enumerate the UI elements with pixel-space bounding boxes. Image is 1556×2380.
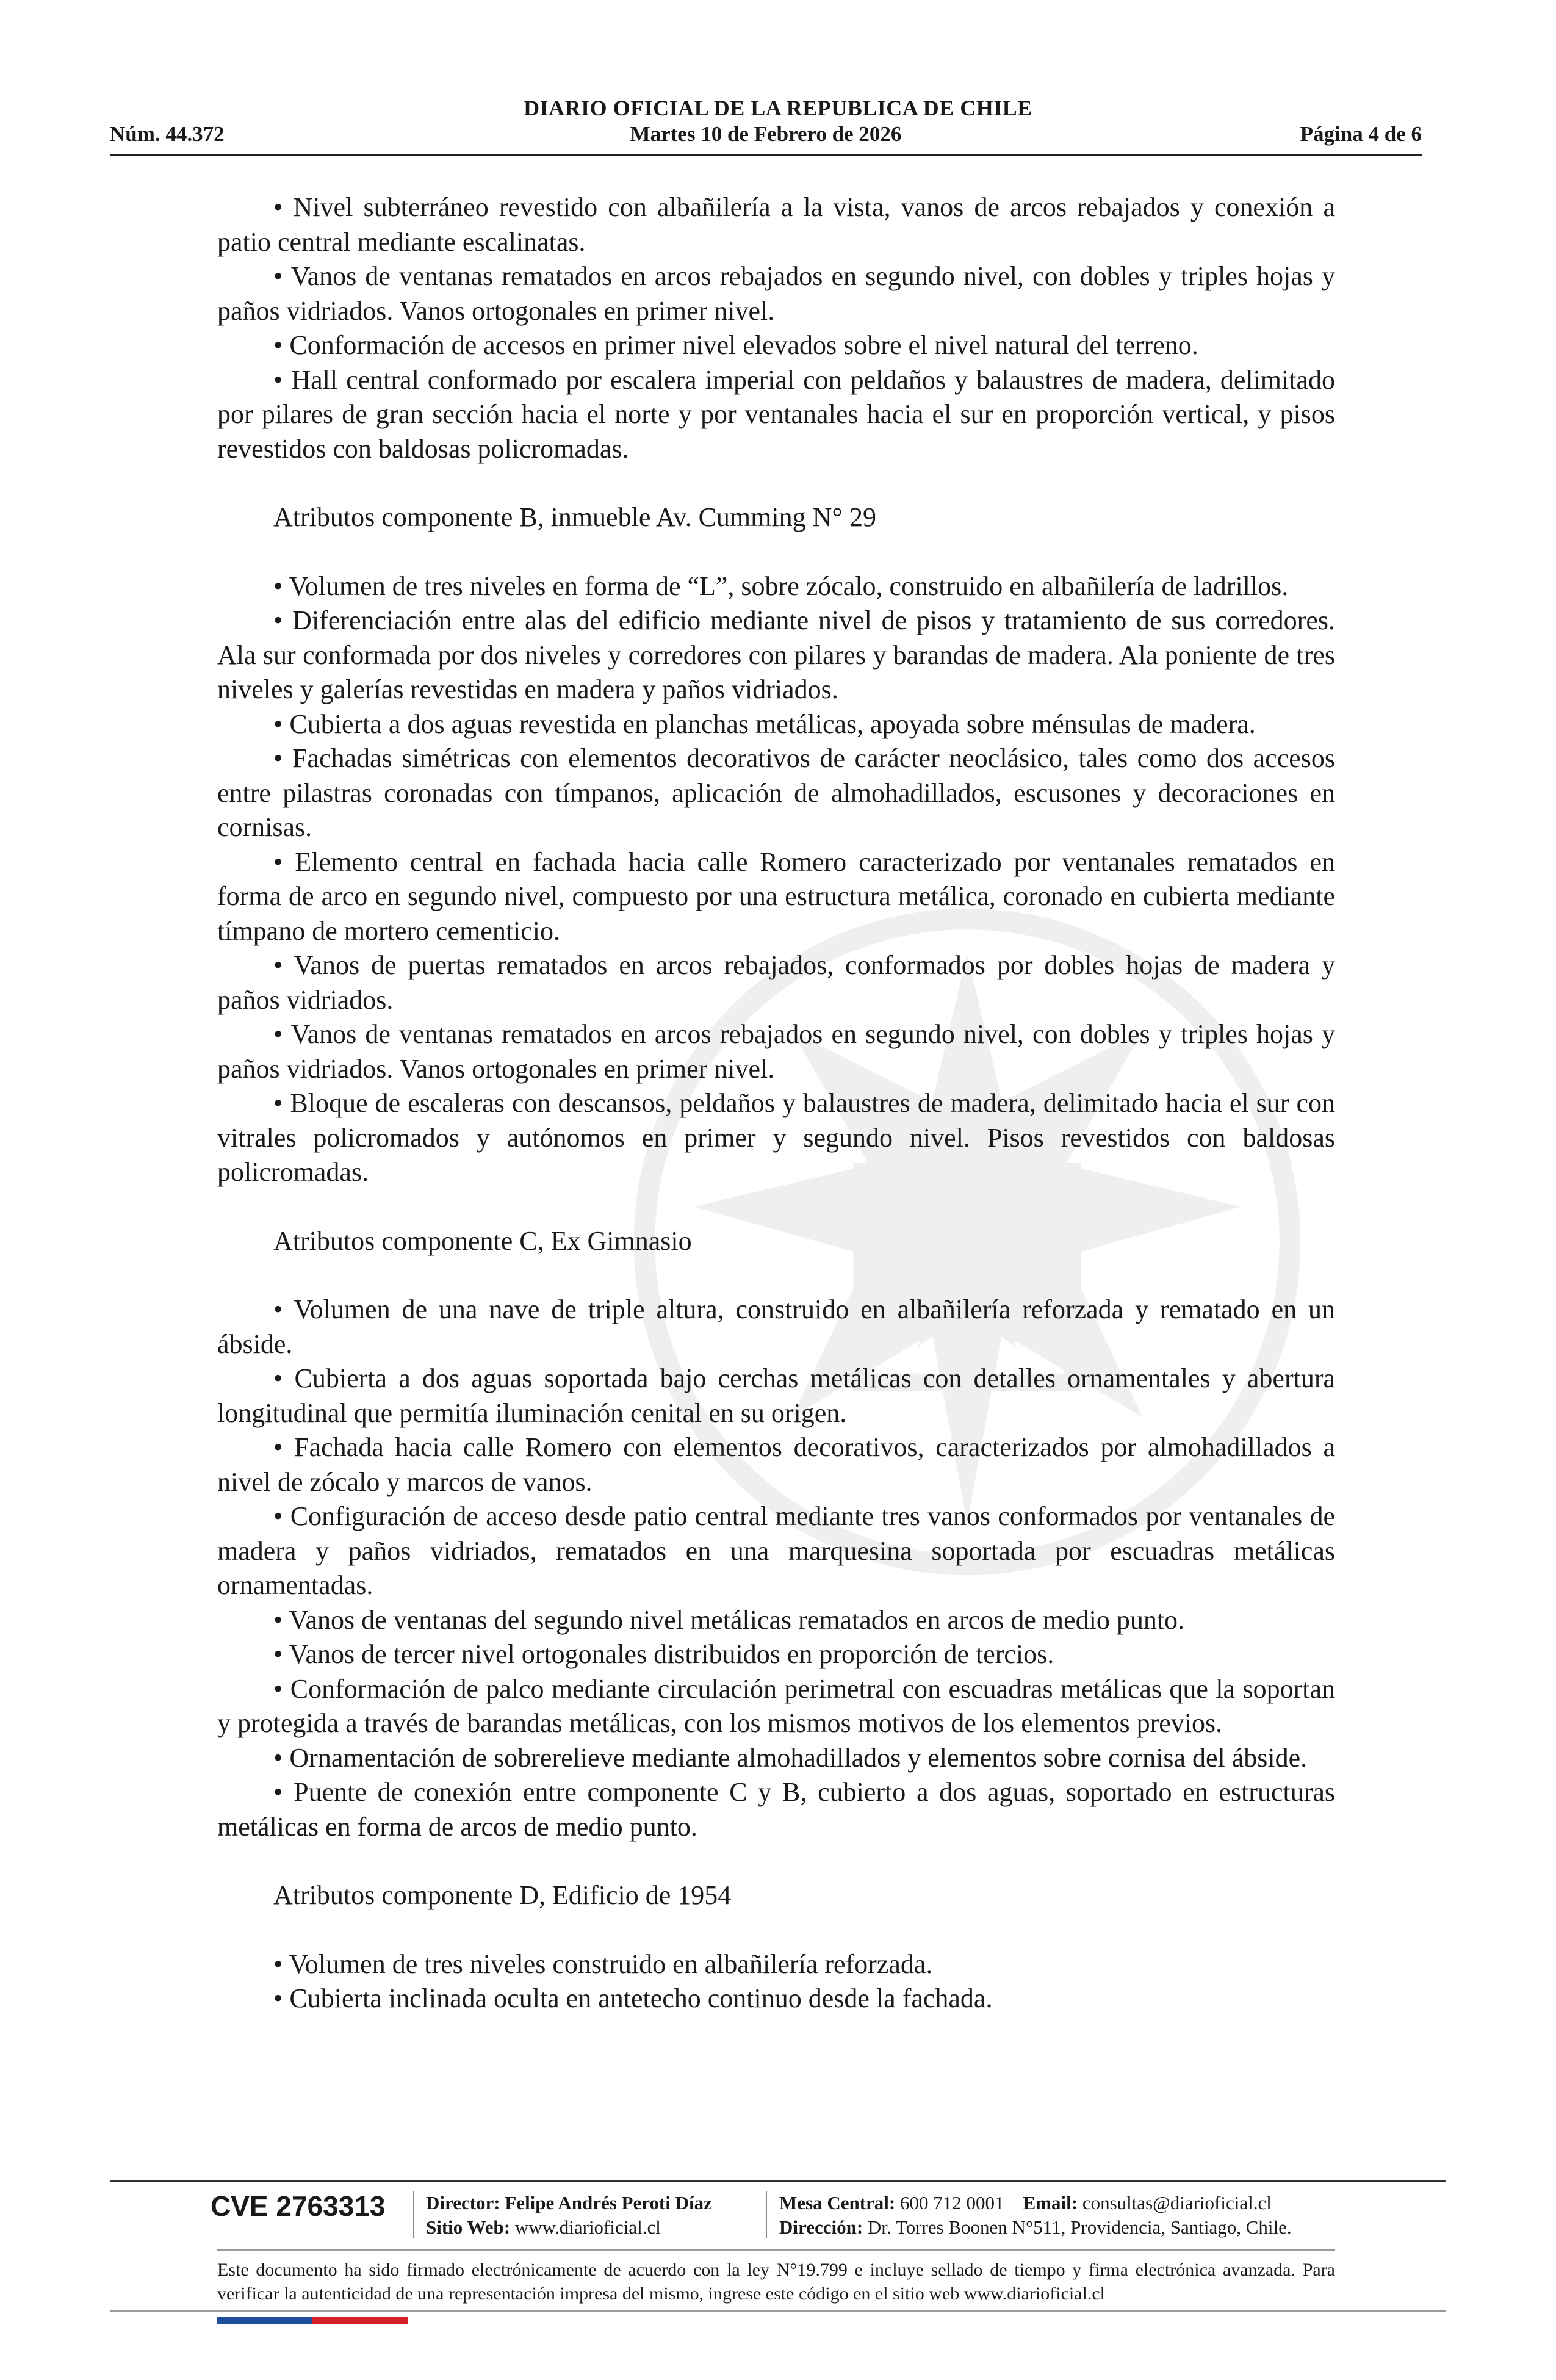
list-item: • Volumen de tres niveles construido en albañilería reforzada. <box>273 1949 933 1979</box>
list-item: • Volumen de tres niveles en forma de “L”, sobre zócalo, construido en albañilería de ladrillos. <box>273 571 1289 601</box>
issue-date: Martes 10 de Febrero de 2026 <box>630 122 902 146</box>
list-item: • Vanos de tercer nivel ortogonales distribuidos en proporción de tercios. <box>273 1639 1054 1669</box>
section-heading-component-b: Atributos componente B, inmueble Av. Cumming N° 29 <box>273 502 876 532</box>
list-item: • Volumen de una nave de triple altura, construido en albañilería reforzada y rematado en un ábside. <box>217 1294 1335 1359</box>
list-item: • Vanos de ventanas rematados en arcos rebajados en segundo nivel, con dobles y triples hojas y paños vidriados. Vanos ortogonales en primer nivel. <box>217 1019 1335 1084</box>
footer-contact-block <box>779 2191 1292 2240</box>
footer-divider-bottom <box>110 2310 1446 2312</box>
list-item: • Vanos de ventanas rematados en arcos rebajados en segundo nivel, con dobles y triples hojas y paños vidriados. Vanos ortogonales en primer nivel. <box>217 261 1335 326</box>
header-divider <box>110 154 1422 156</box>
address-text: Dr. Torres Boonen N°511, Providencia, Santiago, Chile. <box>867 2216 1292 2238</box>
footer-divider-top <box>110 2180 1446 2182</box>
footer-director-block <box>426 2191 712 2240</box>
list-item: • Bloque de escaleras con descansos, peldaños y balaustres de madera, delimitado hacia el sur con vitrales policromados y autónomos en primer y segundo nivel. Pisos revestidos con baldosas policromadas. <box>217 1088 1335 1187</box>
list-item: • Diferenciación entre alas del edificio mediante nivel de pisos y tratamiento de sus corredores. Ala sur conformada por dos niveles y corredores con pilares y barandas de madera. Ala poniente de tres niveles y galerías revestidas en madera y paños vidriados. <box>217 605 1335 704</box>
list-item: • Cubierta a dos aguas soportada bajo cerchas metálicas con detalles ornamentales y abertura longitudinal que permitía iluminación cenital en su origen. <box>217 1363 1335 1428</box>
website-link[interactable]: www.diarioficial.cl <box>514 2216 661 2238</box>
list-item: • Conformación de palco mediante circulación perimetral con escuadras metálicas que la soportan y protegida a través de barandas metálicas, con los mismos motivos de los elementos previos. <box>217 1673 1335 1738</box>
list-item: • Ornamentación de sobrerelieve mediante almohadillados y elementos sobre cornisa del ábside. <box>273 1742 1308 1773</box>
email-link[interactable]: consultas@diarioficial.cl <box>1082 2192 1272 2213</box>
cve-code: CVE 2763313 <box>211 2190 386 2222</box>
section-heading-component-d: Atributos componente D, Edificio de 1954 <box>273 1880 732 1910</box>
director-name: Felipe Andrés Peroti Díaz <box>505 2192 712 2213</box>
flag-blue-segment <box>217 2317 312 2324</box>
footer-separator <box>413 2191 414 2238</box>
phone-number: 600 712 0001 <box>900 2192 1004 2213</box>
section-heading-component-c: Atributos componente C, Ex Gimnasio <box>273 1225 692 1256</box>
page-indicator: Página 4 de 6 <box>1300 122 1422 146</box>
list-item: • Fachada hacia calle Romero con elementos decorativos, caracterizados por almohadillados a nivel de zócalo y marcos de vanos. <box>217 1432 1335 1497</box>
list-item: • Puente de conexión entre componente C y B, cubierto a dos aguas, soportado en estructuras metálicas en forma de arcos de medio punto. <box>217 1777 1335 1842</box>
list-item: • Cubierta a dos aguas revestida en planchas metálicas, apoyada sobre ménsulas de madera. <box>273 709 1256 739</box>
footer-divider-middle <box>217 2249 1335 2251</box>
list-item: • Vanos de ventanas del segundo nivel metálicas rematados en arcos de medio punto. <box>273 1604 1185 1635</box>
list-item: • Fachadas simétricas con elementos decorativos de carácter neoclásico, tales como dos accesos entre pilastras coronadas con tímpanos, aplicación de almohadillados, escusones y decoraciones en cornisas. <box>217 743 1335 842</box>
list-item: • Vanos de puertas rematados en arcos rebajados, conformados por dobles hojas de madera y paños vidriados. <box>217 950 1335 1015</box>
flag-stripe-icon <box>217 2317 408 2324</box>
list-item: • Hall central conformado por escalera imperial con peldaños y balaustres de madera, delimitado por pilares de gran sección hacia el norte y por ventanales hacia el sur en proporción vertical, y pisos revestidos con baldosas policromadas. <box>217 364 1335 464</box>
list-item: • Conformación de accesos en primer nivel elevados sobre el nivel natural del terreno. <box>273 330 1198 360</box>
list-item: • Elemento central en fachada hacia calle Romero caracterizado por ventanales rematados en forma de arco en segundo nivel, compuesto por una estructura metálica, coronado en cubierta mediante tímpano de mortero cementicio. <box>217 846 1335 946</box>
list-item: • Nivel subterráneo revestido con albañilería a la vista, vanos de arcos rebajados y conexión a patio central mediante escalinatas. <box>217 192 1335 257</box>
list-item: • Cubierta inclinada oculta en antetecho continuo desde la fachada. <box>273 1983 993 2013</box>
email-label: Email: <box>1023 2192 1078 2213</box>
list-item: • Configuración de acceso desde patio central mediante tres vanos conformados por ventanales de madera y paños vidriados, rematados en una marquesina soportada por escuadras metálicas ornamentadas. <box>217 1501 1335 1600</box>
address-label: Dirección: <box>779 2216 863 2238</box>
legal-note: Este documento ha sido firmado electrónicamente de acuerdo con la ley N°19.799 e incluye sellado de tiempo y firma electrónica avanzada. Para verificar la autenticidad de una representación impresa del mismo, ingrese este código en el sitio web www.diarioficial.cl <box>217 2260 1335 2304</box>
flag-red-segment <box>312 2317 408 2324</box>
footer-separator <box>766 2191 767 2238</box>
document-body <box>217 190 1335 2016</box>
issue-number: Núm. 44.372 <box>110 122 225 146</box>
director-label: Director: <box>426 2192 500 2213</box>
phone-label: Mesa Central: <box>779 2192 896 2213</box>
newspaper-title: DIARIO OFICIAL DE LA REPUBLICA DE CHILE <box>524 96 1032 120</box>
website-label: Sitio Web: <box>426 2216 511 2238</box>
